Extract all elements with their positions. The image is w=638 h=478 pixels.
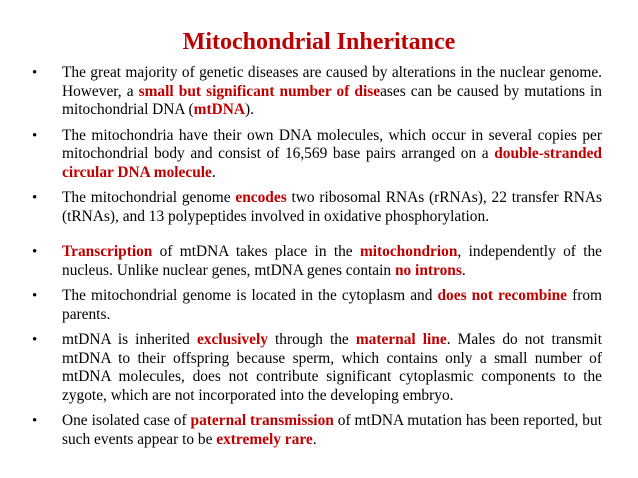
bullet-item bbox=[32, 189, 603, 226]
body-text: through the bbox=[267, 331, 356, 348]
bullet-dot-icon: • bbox=[32, 244, 38, 260]
body-text: The mitochondrial genome is located in the cytoplasm and bbox=[62, 287, 438, 304]
body-text: two ribosomal RNAs (rRNAs), 22 transfer RNAs (tRNAs), and 13 polypeptides involved in oxidative phosphorylation. bbox=[62, 189, 603, 225]
highlighted-text: mitochondrion bbox=[359, 243, 458, 260]
body-text: , independently of the nucleus. Unlike nuclear genes, mtDNA genes contain bbox=[62, 243, 603, 279]
slide-title: Mitochondrial Inheritance bbox=[182, 29, 456, 55]
body-text: . bbox=[211, 163, 216, 181]
body-text: The mitochondria have their own DNA molecules, which occur in several copies per mitochondrial body and consist of 16,569 base pairs arranged on a bbox=[62, 126, 602, 162]
highlighted-text: mtDNA bbox=[193, 101, 245, 118]
body-text: . Males do not transmit mtDNA to their offspring because sperm, which contains only a small number of mtDNA molecules, does not contribute significant cytoplasmic components to the zygote, which are not incorporated into the developing embryo. bbox=[62, 331, 602, 404]
body-text: . bbox=[461, 261, 466, 279]
bullet-item bbox=[32, 331, 602, 405]
body-text: . bbox=[312, 430, 317, 448]
bullet-dot-icon: • bbox=[32, 127, 38, 144]
body-text: of mtDNA mutation has been reported, but such events appear to be bbox=[62, 412, 602, 448]
highlighted-text: Transcription bbox=[62, 243, 153, 260]
highlighted-text: does not recombine bbox=[437, 287, 568, 304]
body-text: The mitochondrial genome bbox=[62, 189, 236, 206]
highlighted-text: encodes bbox=[235, 189, 287, 206]
highlighted-text: no introns bbox=[394, 261, 462, 279]
bullet-item bbox=[32, 243, 603, 280]
bullet-dot-icon: • bbox=[32, 65, 38, 81]
bullet-item bbox=[32, 287, 603, 324]
body-text: The great majority of genetic diseases are caused by alterations in the nuclear genome. However, a bbox=[62, 64, 602, 100]
body-text: ases can be caused by mutations in mitochondrial DNA ( bbox=[62, 82, 602, 118]
highlighted-text: paternal transmission bbox=[190, 412, 334, 429]
bullet-dot-icon: • bbox=[32, 332, 38, 348]
highlighted-text: small but significant number of dise bbox=[138, 82, 381, 100]
highlighted-text: exclusively bbox=[196, 331, 268, 348]
bullet-item bbox=[32, 64, 602, 120]
body-text: One isolated case of bbox=[62, 412, 191, 429]
highlighted-text: maternal line bbox=[355, 331, 447, 348]
body-text: of mtDNA takes place in the bbox=[152, 243, 360, 260]
bullet-item bbox=[32, 126, 602, 183]
body-text: ). bbox=[244, 101, 254, 118]
body-text: from parents. bbox=[62, 287, 603, 323]
bullet-dot-icon: • bbox=[32, 288, 38, 304]
highlighted-text: extremely rare bbox=[216, 430, 313, 448]
highlighted-text: double-stranded circular DNA molecule bbox=[62, 145, 602, 181]
bullet-dot-icon: • bbox=[32, 413, 38, 429]
bullet-item bbox=[32, 412, 602, 449]
bullet-dot-icon: • bbox=[32, 190, 38, 206]
bullet-list bbox=[0, 64, 638, 456]
body-text: mtDNA is inherited bbox=[62, 331, 197, 348]
